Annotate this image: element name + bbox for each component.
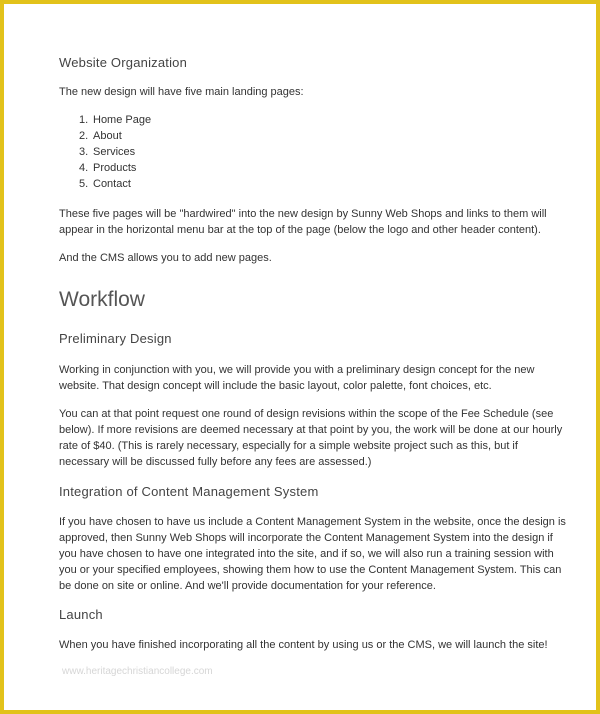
landing-pages-intro: The new design will have five main landing pages: xyxy=(59,86,304,98)
list-item-contact: 5. Contact xyxy=(79,178,131,190)
list-item-products: 4. Products xyxy=(79,162,137,174)
preliminary-design-paragraph-2: You can at that point request one round of design revisions within the scope of the Fee Schedule (see below). If more revisions are deemed necessary at that point by you, the work will be done at our hourly rate of $40. (This is rarely necessary, especially for a simple website project such as this, but if necessary will be discussed fully before any fees are assessed.) xyxy=(59,408,563,468)
hardwired-paragraph: These five pages will be "hardwired" into the new design by Sunny Web Shops and links to them will appear in the horizontal menu bar at the top of the page (below the logo and other header content). xyxy=(59,208,547,236)
cms-integration-heading: Integration of Content Management System xyxy=(59,484,319,499)
list-item-about: 2. About xyxy=(79,130,122,142)
launch-heading: Launch xyxy=(59,607,103,622)
landing-pages-list xyxy=(79,112,151,192)
list-item-home-page: 1. Home Page xyxy=(79,114,152,126)
preliminary-design-paragraph-1: Working in conjunction with you, we will provide you with a preliminary design concept for the new website. That design concept will include the basic layout, color palette, font choices, etc. xyxy=(59,364,535,392)
workflow-heading: Workflow xyxy=(59,288,145,311)
cms-pages-paragraph: And the CMS allows you to add new pages. xyxy=(59,252,272,264)
preliminary-design-heading: Preliminary Design xyxy=(59,331,172,346)
website-organization-heading: Website Organization xyxy=(59,55,188,70)
watermark: www.heritagechristiancollege.com xyxy=(62,666,213,677)
cms-integration-paragraph: If you have chosen to have us include a Content Management System in the website, once the design is approved, then Sunny Web Shops will incorporate the Content Management System into the design if you have chosen to have one integrated into the site, and if so, we will also run a training session with you or your specified employees, showing them how to use the Content Management System. This can be done on site or online. And we'll provide documentation for your reference. xyxy=(59,516,566,592)
launch-paragraph: When you have finished incorporating all the content by using us or the CMS, we will launch the site! xyxy=(59,639,548,651)
list-item-services: 3. Services xyxy=(79,146,136,158)
